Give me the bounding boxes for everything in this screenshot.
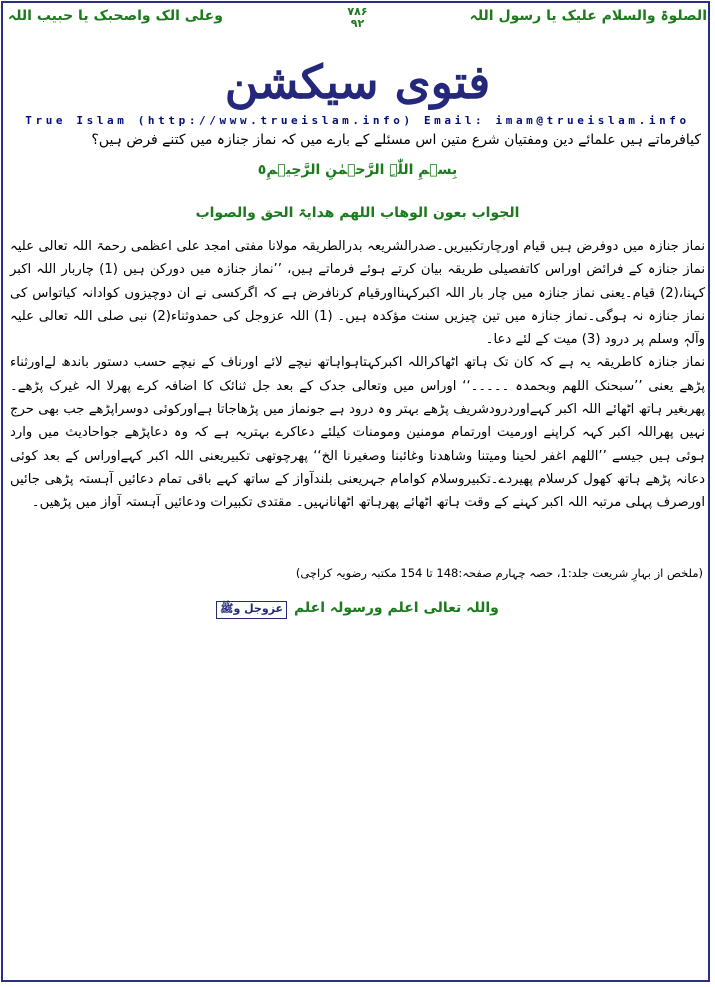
- question-text: کیافرماتے ہیں علمائے دین ومفتیان شرع متین اس مسئلے کے بارے میں کہ نماز جنازہ میں کتنے فرض ہیں؟: [91, 132, 701, 148]
- closing-line: [0, 600, 715, 619]
- center-number-top: ۷۸۶: [347, 5, 368, 18]
- bismillah: بِسۡمِ اللّٰہِ الرَّحۡمٰنِ الرَّحِیۡمِ٥: [257, 162, 458, 178]
- center-number-bottom: ۹۲: [350, 17, 365, 30]
- answer-paragraph: نماز جنازہ کاطریقہ یہ ہے کہ کان تک ہاتھ اٹھاکراللہ اکبرکہتاہواہاتھ نیچے لائے اورناف کے نیچے حسب دستور باندھ لےاورثناء پڑھے یعنی ’’سبحنک اللھم وبحمدہ ۔۔۔۔۔‘‘ اوراس میں وتعالی جدک کے بعد جل ثنائک کا اضافہ کرے پھرلا الہ غیرک پڑھے۔پھربغیر ہاتھ اٹھائے اللہ اکبر کہےاوردرودشریف پڑھے بہتر وہ درود ہے جونماز میں پڑھاجاتا ہےاورکوئی دوسراپڑھے جب بھی حرج نہیں پھراللہ اکبر کہہ کراپنے اورمیت اورتمام مومنین ومومنات کیلئے دعاکرے بہتریہ ہے کہ وہ دعاپڑھے جواحادیث میں وارد ہوئی ہیں جیسے ’’اللھم اغفر لحینا ومیتنا وشاھدنا وغائبنا وصغیرنا الخ‘‘ پھرچوتھی تکبیریعنی اللہ اکبر کہےاوراس کے بعد کوئی دعانہ پڑھے ہاتھ کھول کرسلام پھیردے۔تکبیروسلام کوامام جہریعنی بلندآواز کے ساتھ کہے باقی تمام دعائیں آہستہ پڑھی جائیں اورصرف پہلی مرتبہ اللہ اکبر کہنے کے وقت ہاتھ اٹھائے پھرہاتھ اٹھانانہیں۔ مقتدی تکبیرات ودعائیں آہستہ آواز میں پڑھیں۔: [10, 355, 705, 511]
- right-salutation: الصلوۃ والسلام علیک یا رسول اللہ: [469, 8, 707, 24]
- closing-seal-icon: عزوجل وﷺ: [216, 601, 287, 619]
- center-number-block: [347, 6, 367, 30]
- answer-body: [10, 235, 705, 515]
- answer-heading: الجواب بعون الوھاب اللھم ھدایۃ الحق والصواب: [195, 205, 520, 221]
- reference-citation: (ملخص از بہارِ شریعت جلد:1، حصہ چہارم صفحہ:148 تا 154 مکتبہ رضویہ کراچی): [295, 566, 703, 580]
- closing-text: واللہ تعالی اعلم ورسولہ اعلم: [293, 600, 499, 616]
- answer-paragraph: نماز جنازہ میں دوفرض ہیں قیام اورچارتکبیریں۔صدرالشریعہ بدرالطریقہ مولانا مفتی امجد علی اعظمی رحمۃ اللہ تعالی علیہ نماز جنازہ کے فرائض اوراس کاتفصیلی طریقہ بیان کرتے ہوئے فرماتے ہیں، ’’نماز جنازہ میں دورکن ہیں (1) چاربار اللہ اکبر کہنا،(2) قیام۔یعنی نماز جنازہ میں چار بار اللہ اکبرکہنااورقیام کرنافرض ہے کہ اگرکسی نے ان دوچیزوں کوادانہ کیاتواس کی نماز جنازہ نہ ہوگی۔نماز جنازہ میں تین چیزیں سنت مؤکدہ ہیں۔ (1) اللہ عزوجل کی حمدوثناء(2) نبی صلی اللہ تعالی علیہ وآلہٖ وسلم پر درود (3) میت کے لئے دعا۔: [10, 239, 705, 348]
- page-title: فتوی سیکشن: [224, 55, 491, 109]
- page-header: [6, 6, 709, 46]
- contact-line: True Islam (http://www.trueislam.info) Email: imam@trueislam.info: [25, 114, 690, 127]
- left-salutation: وعلی الک واصحبک یا حبیب اللہ: [8, 8, 223, 24]
